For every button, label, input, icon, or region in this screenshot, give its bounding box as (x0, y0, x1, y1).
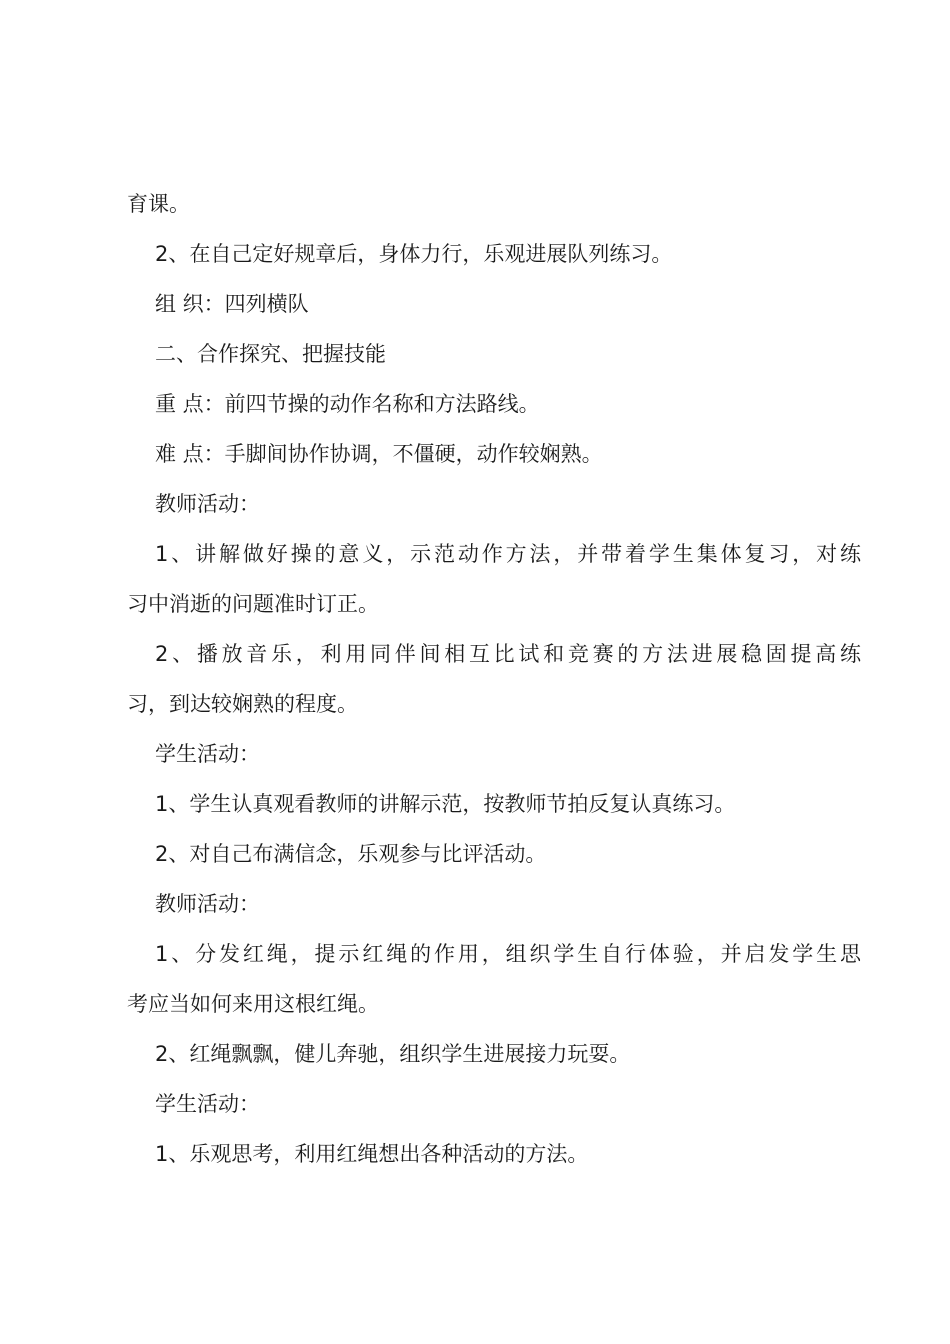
text-line: 2、播放音乐，利用同伴间相互比试和竞赛的方法进展稳固提高练 (155, 642, 861, 666)
section-heading: 二、合作探究、把握技能 (155, 342, 386, 366)
text-line: 学生活动： (155, 1092, 260, 1116)
text-line: 习，到达较娴熟的程度。 (127, 692, 358, 716)
text-line: 2、在自己定好规章后，身体力行，乐观进展队列练习。 (155, 242, 673, 266)
text-line: 2、红绳飘飘，健儿奔驰，组织学生进展接力玩耍。 (155, 1042, 631, 1066)
text-line: 学生活动： (155, 742, 260, 766)
text-line: 育课。 (127, 192, 190, 216)
text-line: 1、分发红绳，提示红绳的作用，组织学生自行体验，并启发学生思 (155, 942, 861, 966)
text-line: 难 点：手脚间协作协调，不僵硬，动作较娴熟。 (155, 442, 603, 466)
text-line: 组 织：四列横队 (155, 292, 309, 316)
text-line: 2、对自己布满信念，乐观参与比评活动。 (155, 842, 547, 866)
text-line: 教师活动： (155, 492, 260, 516)
text-line: 教师活动： (155, 892, 260, 916)
text-line: 1、讲解做好操的意义，示范动作方法，并带着学生集体复习，对练 (155, 542, 861, 566)
text-line: 考应当如何来用这根红绳。 (127, 992, 379, 1016)
text-line: 1、学生认真观看教师的讲解示范，按教师节拍反复认真练习。 (155, 792, 736, 816)
text-line: 习中消逝的问题准时订正。 (127, 592, 379, 616)
text-line: 1、乐观思考，利用红绳想出各种活动的方法。 (155, 1142, 589, 1166)
text-line: 重 点：前四节操的动作名称和方法路线。 (155, 392, 540, 416)
